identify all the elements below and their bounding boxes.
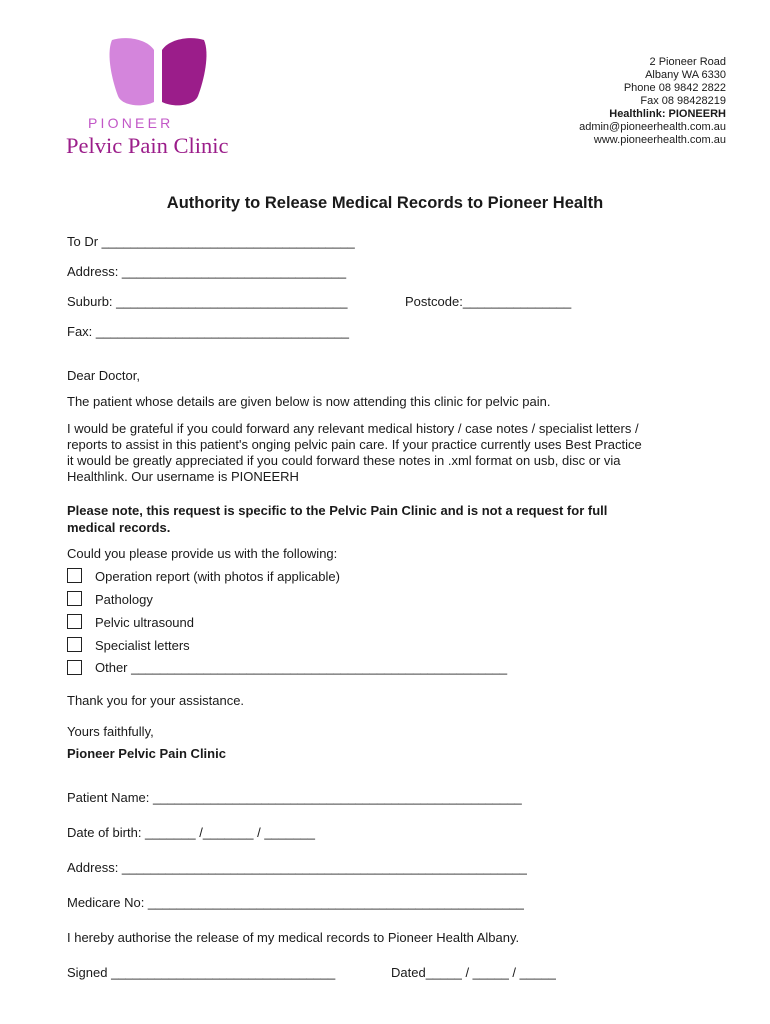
butterfly-logo-icon [62,36,252,116]
request-line-1: I would be grateful if you could forward any relevant medical history / case notes / specialist letters / [67,421,639,436]
note-line-2: medical records. [67,520,171,535]
request-line-3: it would be greatly appreciated if you could forward these notes in .xml format on usb, disc or via [67,453,621,468]
checklist-item-pelvic-ultrasound: Pelvic ultrasound [95,615,194,630]
address-line2: Albany WA 6330 [645,69,726,81]
checklist-item-specialist-letters: Specialist letters [95,638,190,653]
date-of-birth-field[interactable]: Date of birth: _______ /_______ / _______ [67,825,315,840]
suburb-field[interactable]: Suburb: ________________________________ [67,294,348,309]
logo-word-pioneer: PIONEER [88,115,174,131]
closing-text: Yours faithfully, [67,724,154,739]
signature-field[interactable]: Signed _______________________________ [67,965,336,980]
checkbox-other[interactable] [67,660,82,675]
checklist-item-other[interactable]: Other ____________________________________________________ [95,660,508,675]
logo-word-clinic: Pelvic Pain Clinic [66,133,229,158]
thanks-text: Thank you for your assistance. [67,693,245,708]
patient-address-field[interactable]: Address: ________________________________________________________ [67,860,527,875]
address-phone: Phone 08 9842 2822 [623,82,726,94]
address-healthlink: Healthlink: PIONEERH [609,108,726,120]
recipient-fax-field[interactable]: Fax: ___________________________________ [67,324,349,339]
intro-paragraph: The patient whose details are given below is now attending this clinic for pelvic pain. [67,394,551,409]
address-line1: 2 Pioneer Road [649,56,726,68]
to-dr-field[interactable]: To Dr ___________________________________ [67,234,355,249]
greeting: Dear Doctor, [67,368,140,383]
request-line-4: Healthlink. Our username is PIONEERH [67,469,299,484]
address-fax: Fax 08 98428219 [640,95,726,107]
signoff-text: Pioneer Pelvic Pain Clinic [67,746,226,761]
patient-name-field[interactable]: Patient Name: ___________________________________________________ [67,790,522,805]
checkbox-pelvic-ultrasound[interactable] [67,614,82,629]
checklist-item-operation-report: Operation report (with photos if applicable) [95,569,340,584]
form-title: Authority to Release Medical Records to Pioneer Health [166,194,604,212]
checkbox-pathology[interactable] [67,591,82,606]
checkbox-specialist-letters[interactable] [67,637,82,652]
request-intro: Could you please provide us with the following: [67,546,338,561]
medicare-number-field[interactable]: Medicare No: ____________________________________________________ [67,895,524,910]
request-paragraph [67,421,707,485]
address-email: admin@pioneerhealth.com.au [579,121,726,133]
authorisation-statement: I hereby authorise the release of my medical records to Pioneer Health Albany. [67,930,520,945]
postcode-field[interactable]: Postcode:_______________ [405,294,572,309]
note-line-1: Please note, this request is specific to the Pelvic Pain Clinic and is not a request for full [67,503,608,518]
recipient-address-field[interactable]: Address: _______________________________ [67,264,347,279]
note-paragraph [67,502,707,536]
request-line-2: reports to assist in this patient's onging pelvic pain care. If your practice currently uses Best Practice [67,437,642,452]
clinic-logo [62,36,252,160]
checkbox-operation-report[interactable] [67,568,82,583]
address-web: www.pioneerhealth.com.au [593,134,726,146]
dated-field[interactable]: Dated_____ / _____ / _____ [391,965,556,980]
checklist-item-pathology: Pathology [95,592,153,607]
clinic-address [579,56,726,147]
